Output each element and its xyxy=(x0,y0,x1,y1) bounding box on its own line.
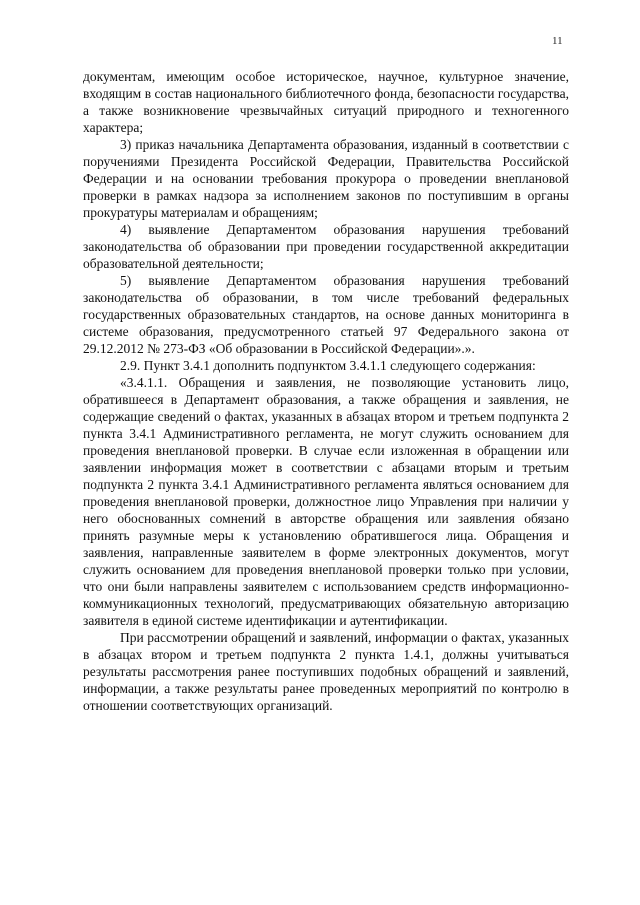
paragraph-3: 4) выявление Департаментом образования нарушения требований законодательства об образовании при проведении государственной аккредитации образовательной деятельности; xyxy=(83,222,569,271)
page-number: 11 xyxy=(552,35,563,47)
paragraph-7: При рассмотрении обращений и заявлений, информации о фактах, указанных в абзацах втором и третьем подпункта 2 пункта 1.4.1, должны учитываться результаты рассмотрения ранее поступивших подобных обращений и заявлений, информации, а также результаты ранее проведенных мероприятий по контролю в отношении соответствующих организаций. xyxy=(83,630,569,713)
paragraph-4: 5) выявление Департаментом образования нарушения требований законодательства об образовании, в том числе требований федеральных государственных образовательных стандартов, на основе данных мониторинга в системе образования, предусмотренного статьей 97 Федерального закона от 29.12.2012 № 273-ФЗ «Об образовании в Российской Федерации».». xyxy=(83,273,569,356)
paragraph-1: документам, имеющим особое историческое, научное, культурное значение, входящим в состав национального библиотечного фонда, безопасности государства, а также возникновение чрезвычайных ситуаций природного и техногенного характера; xyxy=(83,69,569,135)
paragraph-2: 3) приказ начальника Департамента образования, изданный в соответствии с поручениями Президента Российской Федерации, Правительства Российской Федерации и на основании требования прокурора о проведении внеплановой проверки в рамках надзора за исполнением законов по поступившим в органы прокуратуры материалам и обращениям; xyxy=(83,137,569,220)
paragraph-5: 2.9. Пункт 3.4.1 дополнить подпунктом 3.4.1.1 следующего содержания: xyxy=(120,358,536,373)
paragraph-6: «3.4.1.1. Обращения и заявления, не позволяющие установить лицо, обратившееся в Департамент образования, а также обращения и заявления, не содержащие сведений о фактах, указанных в абзацах втором и третьем подпункта 2 пункта 3.4.1 Административного регламента, не могут служить основанием для проведения внеплановой проверки. В случае если изложенная в обращении или заявлении информация может в соответствии с абзацами вторым и третьим подпункта 2 пункта 3.4.1 Административного регламента являться основанием для проведения внеплановой проверки, должностное лицо Управления при наличии у него обоснованных сомнений в авторстве обращения или заявления обязано принять разумные меры к установлению обратившегося лица. Обращения и заявления, направленные заявителем в форме электронных документов, могут служить основанием для проведения внеплановой проверки только при условии, что они были направлены заявителем с использованием средств информационно-коммуникационных технологий, предусматривающих обязательную авторизацию заявителя в единой системе идентификации и аутентификации. xyxy=(83,375,569,628)
body-text xyxy=(83,68,569,714)
